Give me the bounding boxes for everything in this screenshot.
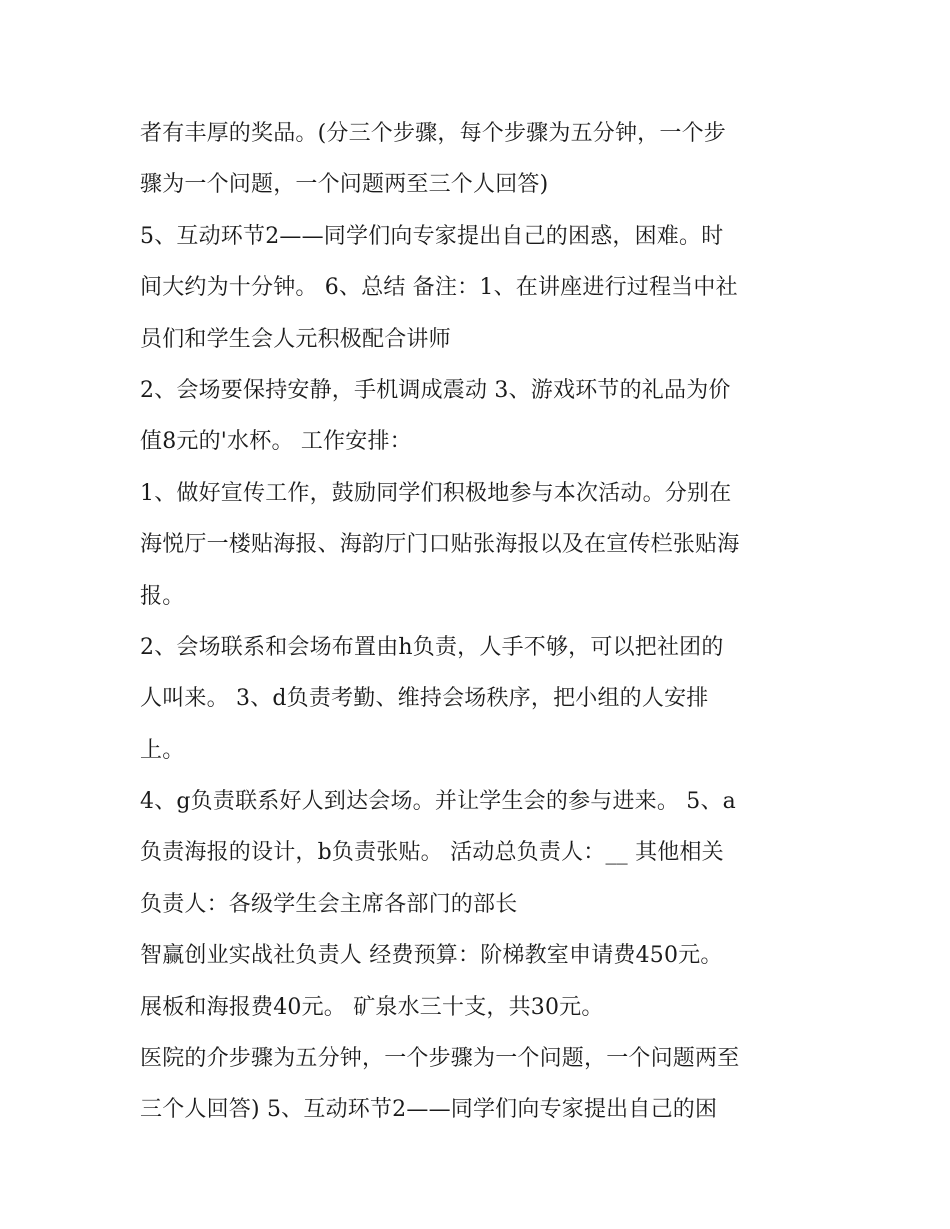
text-line: 5、互动环节2——同学们向专家提出自己的困惑，困难。时: [140, 223, 724, 249]
text-line: 人叫来。 3、d负责考勤、维持会场秩序，把小组的人安排: [140, 686, 709, 712]
text-line: 海悦厅一楼贴海报、海韵厅门口贴张海报以及在宣传栏张贴海: [140, 532, 740, 558]
text-line: 智赢创业实战社负责人 经费预算：阶梯教室申请费450元。: [140, 943, 723, 969]
text-line: 2、会场要保持安静，手机调成震动 3、游戏环节的礼品为价: [140, 377, 731, 403]
document-body: [140, 108, 820, 1136]
text-line: 展板和海报费40元。 矿泉水三十支，共30元。: [140, 994, 604, 1020]
text-line: 者有丰厚的奖品。(分三个步骤，每个步骤为五分钟，一个步: [140, 121, 726, 146]
text-line: 上。: [140, 737, 185, 763]
text-line: 骤为一个问题，一个问题两至三个人回答): [140, 172, 549, 198]
text-line: 医院的介步骤为五分钟，一个步骤为一个问题，一个问题两至: [140, 1046, 740, 1072]
text-line: 负责人：各级学生会主席各部门的部长: [140, 891, 518, 917]
text-line: 4、g负责联系好人到达会场。并让学生会的参与进来。 5、a: [140, 789, 736, 815]
text-line: 1、做好宣传工作，鼓励同学们积极地参与本次活动。分别在: [140, 480, 732, 506]
text-line: 负责海报的设计，b负责张贴。 活动总负责人：__ 其他相关: [140, 840, 724, 866]
text-line: 三个人回答) 5、互动环节2——同学们向专家提出自己的困: [140, 1097, 718, 1123]
text-line: 报。: [140, 583, 185, 609]
text-line: 间大约为十分钟。 6、总结 备注：1、在讲座进行过程当中社: [140, 275, 738, 301]
text-line: 值8元的'水杯。 工作安排：: [140, 429, 412, 455]
text-line: 员们和学生会人元积极配合讲师: [140, 326, 451, 352]
text-line: 2、会场联系和会场布置由h负责，人手不够，可以把社团的: [140, 634, 724, 660]
